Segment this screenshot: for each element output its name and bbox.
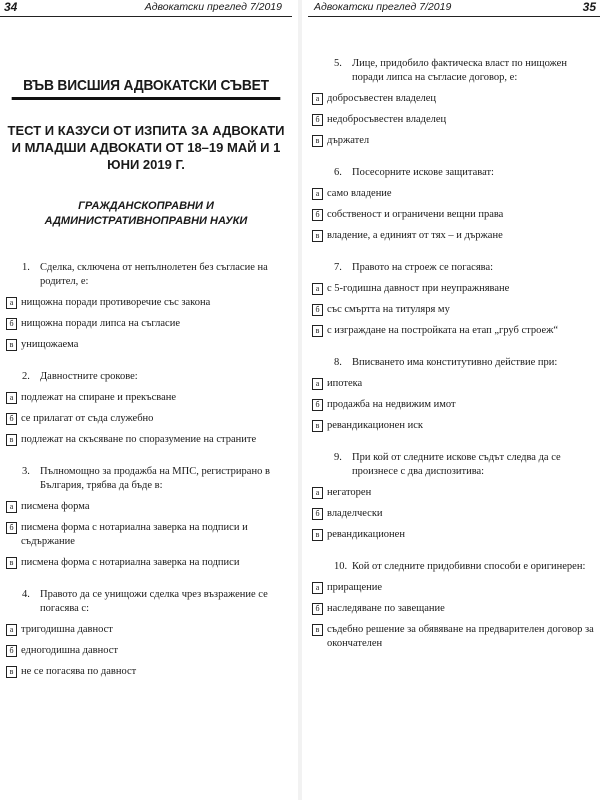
question-number: 5. [334,58,342,69]
question [312,166,594,243]
option-text: наследяване по завещание [327,603,445,614]
question-number: 3. [22,466,30,477]
answer-option [6,500,286,514]
answer-option [6,521,286,549]
question-number: 4. [22,589,30,600]
question-number: 10. [334,561,348,572]
option-text: едногодишна давност [21,645,119,656]
question-text: Пълномощно за продажба на МПС, регистрирано в България, трябва да бъде в: [40,466,270,491]
option-letter-box: в [6,557,17,569]
option-text: приращение [327,582,383,593]
option-text: тригодишна давност [21,624,113,635]
answer-option [6,665,286,679]
option-letter-box: а [6,392,17,404]
option-letter-box: б [6,645,17,657]
question [312,560,594,651]
answer-option [312,623,594,651]
option-letter-box: б [312,603,323,615]
sub-heading: ГРАЖДАНСКОПРАВНИ И АДМИНИСТРАТИВНОПРАВНИ НАУКИ [44,200,248,227]
option-letter-box: в [6,434,17,446]
question-text: Вписването има конститутивно действие при: [352,357,558,368]
question-stem [22,465,286,493]
option-letter-box: в [312,325,323,337]
answer-option [312,398,594,412]
answer-option [6,391,286,405]
option-text: подлежат на спиране и прекъсване [21,392,177,403]
answer-option [312,303,594,317]
option-letter-box: б [6,318,17,330]
question-text: Правото на строеж се погасява: [352,262,494,273]
page-number-right: 35 [582,0,596,14]
answer-option [312,507,594,521]
option-text: държател [327,135,370,146]
option-text: със смъртта на титуляря му [327,304,450,315]
option-text: нищожна поради липса на съгласие [21,318,180,329]
question [6,465,286,570]
question-stem [334,57,594,85]
option-letter-box: б [312,209,323,221]
question-text: Правото да се унищожи сделка чрез възражение се погасява с: [40,589,268,614]
option-letter-box: б [312,399,323,411]
option-text: писмена форма [21,501,90,512]
answer-option [312,282,594,296]
option-text: само владение [327,188,392,199]
answer-option [6,644,286,658]
answer-option [6,556,286,570]
option-letter-box: в [6,666,17,678]
option-letter-box: в [312,624,323,636]
question [312,451,594,542]
answer-option [6,433,286,447]
option-letter-box: в [312,230,323,242]
question-number: 1. [22,262,30,273]
option-text: ревандикационен иск [327,420,423,431]
journal-title-left: Адвокатски преглед 7/2019 [144,1,282,13]
question [6,261,286,352]
option-text: подлежат на скъсяване по споразумение на страните [21,434,257,445]
section-title: ВЪВ ВИСШИЯ АДВОКАТСКИ СЪВЕТ [12,77,281,100]
question [6,370,286,447]
answer-option [6,317,286,331]
option-text: владение, а единият от тях – и държане [327,230,503,241]
option-text: писмена форма с нотариална заверка на подписи [21,557,240,568]
option-text: унищожаема [21,339,79,350]
right-running-head [308,0,600,17]
option-letter-box: а [312,283,323,295]
left-page [0,0,292,800]
option-letter-box: а [6,624,17,636]
question-text: Посесорните искове защитават: [352,167,494,178]
option-text: с 5-годишна давност при неупражняване [327,283,510,294]
answer-option [312,377,594,391]
question-stem [334,356,594,370]
option-letter-box: а [312,582,323,594]
answer-option [312,134,594,148]
question-text: Сделка, сключена от непълнолетен без съгласие на родител, е: [40,262,268,287]
option-text: ипотека [327,378,363,389]
question-stem [334,560,594,574]
question [6,588,286,679]
question-number: 8. [334,357,342,368]
question-number: 2. [22,371,30,382]
left-question-list [0,261,292,679]
option-letter-box: б [312,304,323,316]
answer-option [312,92,594,106]
option-letter-box: а [312,93,323,105]
option-letter-box: а [6,501,17,513]
page-gutter [298,0,302,800]
question-number: 9. [334,452,342,463]
option-text: владелчески [327,508,383,519]
option-text: недобросъвестен владелец [327,114,447,125]
option-letter-box: в [312,529,323,541]
right-question-list [308,17,600,651]
option-text: ревандикационен [327,529,405,540]
option-text: с изграждане на постройката на етап „груб строеж“ [327,325,559,336]
question-stem [22,261,286,289]
question-text: При кой от следните искове съдът следва да се произнесе с два диспозитива: [352,452,561,477]
main-heading: ТЕСТ И КАЗУСИ ОТ ИЗПИТА ЗА АДВОКАТИ И МЛАДШИ АДВОКАТИ ОТ 18–19 МАЙ И 1 ЮНИ 2019 Г. [7,123,285,172]
option-letter-box: а [312,378,323,390]
answer-option [6,338,286,352]
option-letter-box: в [6,339,17,351]
question-number: 6. [334,167,342,178]
question-stem [22,370,286,384]
answer-option [312,208,594,222]
answer-option [6,412,286,426]
answer-option [312,324,594,338]
question-stem [22,588,286,616]
option-text: продажба на недвижим имот [327,399,456,410]
answer-option [312,486,594,500]
option-text: съдебно решение за обявяване на предварителен договор за окончателен [327,624,594,649]
option-letter-box: в [312,135,323,147]
page-number-left: 34 [4,0,18,14]
option-text: писмена форма с нотариална заверка на подписи и съдържание [21,522,248,547]
option-text: се прилагат от съда служебно [21,413,154,424]
option-text: собственост и ограничени вещни права [327,209,504,220]
question-stem [334,261,594,275]
answer-option [312,602,594,616]
option-letter-box: а [312,188,323,200]
answer-option [312,581,594,595]
right-page [308,0,600,800]
question-number: 7. [334,262,342,273]
option-text: не се погасява по давност [21,666,137,677]
journal-title-right: Адвокатски преглед 7/2019 [314,1,452,13]
option-letter-box: б [312,508,323,520]
option-text: нищожна поради противоречие със закона [21,297,211,308]
option-letter-box: б [6,522,17,534]
answer-option [312,528,594,542]
option-letter-box: в [312,420,323,432]
option-text: добросъвестен владелец [327,93,436,104]
option-text: негаторен [327,487,372,498]
answer-option [312,187,594,201]
answer-option [6,623,286,637]
question [312,356,594,433]
option-letter-box: б [6,413,17,425]
option-letter-box: а [6,297,17,309]
answer-option [6,296,286,310]
option-letter-box: а [312,487,323,499]
question [312,57,594,148]
option-letter-box: б [312,114,323,126]
question-text: Кой от следните придобивни способи е оригинерен: [352,561,586,572]
answer-option [312,419,594,433]
question-text: Давностните срокове: [40,371,138,382]
question-text: Лице, придобило фактическа власт по нищожен поради липса на съгласие договор, е: [352,58,567,83]
question-stem [334,451,594,479]
answer-option [312,229,594,243]
question-stem [334,166,594,180]
answer-option [312,113,594,127]
question [312,261,594,338]
left-running-head [0,0,292,17]
